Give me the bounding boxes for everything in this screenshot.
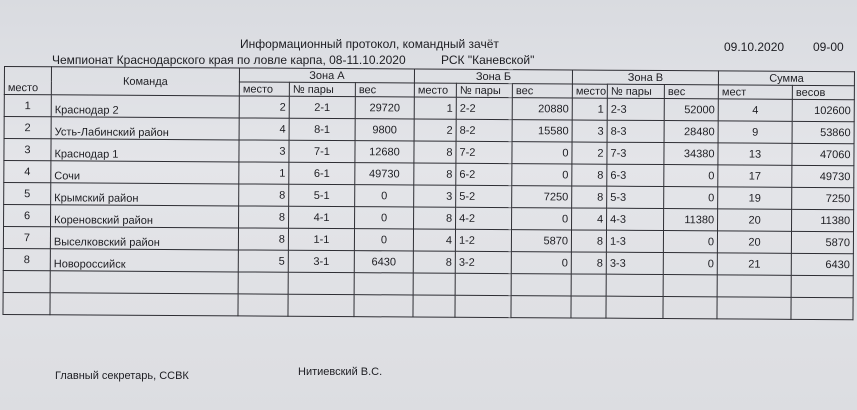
row-v-place: 1 [572, 98, 607, 120]
row-place: 5 [4, 183, 51, 205]
row-v-pair: 2-3 [607, 98, 664, 120]
row-team: Крымский район [51, 183, 239, 206]
row-v-weight: 0 [663, 253, 717, 275]
row-a-place: 5 [238, 250, 288, 272]
row-place: 2 [4, 117, 51, 139]
col-team: Команда [51, 67, 239, 96]
secretary-title: Главный секретарь, ССВК [55, 370, 189, 382]
row-a-pair: 6-1 [289, 162, 355, 184]
row-a-pair: 8-1 [289, 118, 355, 140]
row-b-place: 8 [414, 141, 456, 163]
row-place: 4 [4, 161, 51, 183]
row-b-weight: 0 [512, 142, 572, 164]
row-v-weight: 34380 [664, 143, 718, 165]
col-a-place: место [239, 82, 289, 96]
row-b-place: 8 [413, 251, 455, 273]
row-a-pair: 5-1 [289, 184, 355, 206]
col-v-pair: № пары [607, 84, 664, 98]
row-v-pair: 6-3 [607, 164, 664, 186]
row-b-weight: 20880 [512, 98, 572, 120]
protocol-title: Информационный протокол, командный зачёт [240, 37, 499, 51]
row-sum-places: 17 [718, 165, 792, 187]
row-team: Кореновский район [51, 205, 239, 228]
row-b-place: 2 [414, 119, 456, 141]
row-v-weight: 11380 [664, 209, 718, 231]
col-place: место [4, 67, 51, 95]
row-v-pair: 7-3 [607, 142, 664, 164]
row-v-place: 4 [572, 208, 607, 230]
row-v-place: 8 [571, 252, 606, 274]
row-b-place: 1 [414, 97, 456, 119]
row-a-pair: 1-1 [288, 228, 354, 250]
row-b-pair: 2-2 [456, 97, 512, 119]
col-b-place: место [414, 83, 456, 97]
row-a-pair: 2-1 [289, 96, 355, 118]
row-team: Новороссийск [50, 249, 238, 272]
championship-subtitle: Чемпионат Краснодарского края по ловле карпа, 08-11.10.2020 [52, 53, 406, 67]
row-sum-weights: 102600 [792, 99, 854, 121]
col-b-pair: № пары [456, 83, 512, 97]
row-sum-places: 21 [717, 253, 791, 275]
row-v-pair: 8-3 [607, 120, 664, 142]
empty-row [3, 292, 853, 319]
row-sum-weights: 5870 [791, 231, 853, 253]
row-team: Усть-Лабинский район [51, 117, 239, 140]
row-v-pair: 4-3 [607, 208, 664, 230]
row-sum-places: 20 [717, 231, 791, 253]
row-sum-weights: 49730 [792, 165, 854, 187]
row-b-place: 8 [414, 207, 456, 229]
row-b-pair: 5-2 [456, 185, 512, 207]
col-a-weight: вес [355, 83, 414, 97]
row-a-place: 2 [239, 96, 289, 118]
row-sum-places: 4 [718, 99, 792, 121]
row-b-weight: 5870 [511, 230, 571, 252]
col-b-weight: вес [512, 84, 572, 98]
row-a-place: 8 [239, 206, 289, 228]
row-a-weight: 0 [354, 229, 413, 251]
row-v-pair: 1-3 [606, 230, 663, 252]
row-b-weight: 0 [512, 164, 572, 186]
row-sum-places: 9 [718, 121, 792, 143]
row-a-pair: 4-1 [289, 206, 355, 228]
row-b-pair: 3-2 [455, 251, 511, 273]
col-sum: Сумма [718, 71, 854, 86]
col-zone-a: Зона А [239, 68, 414, 83]
col-zone-b: Зона Б [414, 69, 572, 84]
row-v-place: 8 [572, 164, 607, 186]
row-b-pair: 8-2 [456, 119, 512, 141]
row-a-weight: 9800 [355, 119, 414, 141]
row-b-place: 4 [413, 229, 455, 251]
row-v-place: 8 [572, 186, 607, 208]
row-b-weight: 0 [512, 208, 572, 230]
results-body [3, 95, 854, 320]
row-place: 7 [3, 227, 50, 249]
secretary-name: Нитиевский В.С. [298, 366, 383, 378]
row-place: 1 [4, 95, 51, 117]
row-a-weight: 29720 [355, 97, 414, 119]
row-team: Выселковский район [50, 227, 238, 250]
row-sum-places: 19 [718, 187, 792, 209]
row-v-place: 8 [571, 230, 606, 252]
row-a-weight: 0 [355, 207, 414, 229]
row-b-pair: 7-2 [456, 141, 512, 163]
row-sum-places: 20 [718, 209, 792, 231]
row-team: Сочи [51, 161, 239, 184]
row-place: 6 [4, 205, 51, 227]
protocol-date: 09.10.2020 [724, 40, 785, 54]
row-b-pair: 6-2 [456, 163, 512, 185]
row-v-weight: 0 [664, 165, 718, 187]
col-zone-v: Зона В [572, 70, 718, 85]
protocol-time: 09-00 [813, 40, 844, 54]
row-v-pair: 5-3 [607, 186, 664, 208]
row-sum-weights: 6430 [791, 253, 853, 275]
row-sum-weights: 47060 [792, 143, 854, 165]
row-a-weight: 6430 [354, 251, 413, 273]
results-table [2, 66, 855, 320]
row-b-pair: 4-2 [456, 207, 512, 229]
row-sum-places: 13 [718, 143, 792, 165]
col-sum-places: мест [718, 85, 792, 99]
row-place: 8 [3, 248, 50, 270]
row-a-place: 8 [238, 228, 288, 250]
col-sum-weights: весов [792, 85, 854, 99]
row-v-pair: 3-3 [606, 252, 663, 274]
row-v-weight: 0 [664, 187, 718, 209]
col-v-weight: вес [664, 85, 718, 99]
row-a-place: 8 [239, 184, 289, 206]
row-b-pair: 1-2 [455, 229, 511, 251]
row-b-weight: 15580 [512, 120, 572, 142]
row-b-weight: 7250 [512, 186, 572, 208]
row-v-weight: 0 [663, 231, 717, 253]
row-b-place: 3 [414, 185, 456, 207]
row-a-place: 4 [239, 118, 289, 140]
row-v-place: 2 [572, 142, 607, 164]
row-a-pair: 7-1 [289, 140, 355, 162]
col-v-place: место [572, 84, 607, 98]
row-b-weight: 0 [511, 252, 571, 274]
row-v-weight: 28480 [664, 121, 718, 143]
row-v-weight: 52000 [664, 99, 718, 121]
row-a-place: 1 [239, 162, 289, 184]
col-a-pair: № пары [289, 82, 355, 96]
row-sum-weights: 7250 [792, 187, 854, 209]
row-place: 3 [4, 139, 51, 161]
row-a-place: 3 [239, 140, 289, 162]
row-sum-weights: 11380 [792, 209, 854, 231]
row-a-weight: 12680 [355, 141, 414, 163]
row-b-place: 8 [414, 163, 456, 185]
row-a-weight: 0 [355, 185, 414, 207]
row-sum-weights: 53860 [792, 121, 854, 143]
row-team: Краснодар 1 [51, 139, 239, 162]
club-name: РСК "Каневской" [441, 53, 535, 67]
row-a-pair: 3-1 [288, 250, 354, 272]
row-a-weight: 49730 [355, 163, 414, 185]
row-team: Краснодар 2 [51, 95, 239, 118]
row-v-place: 3 [572, 120, 607, 142]
